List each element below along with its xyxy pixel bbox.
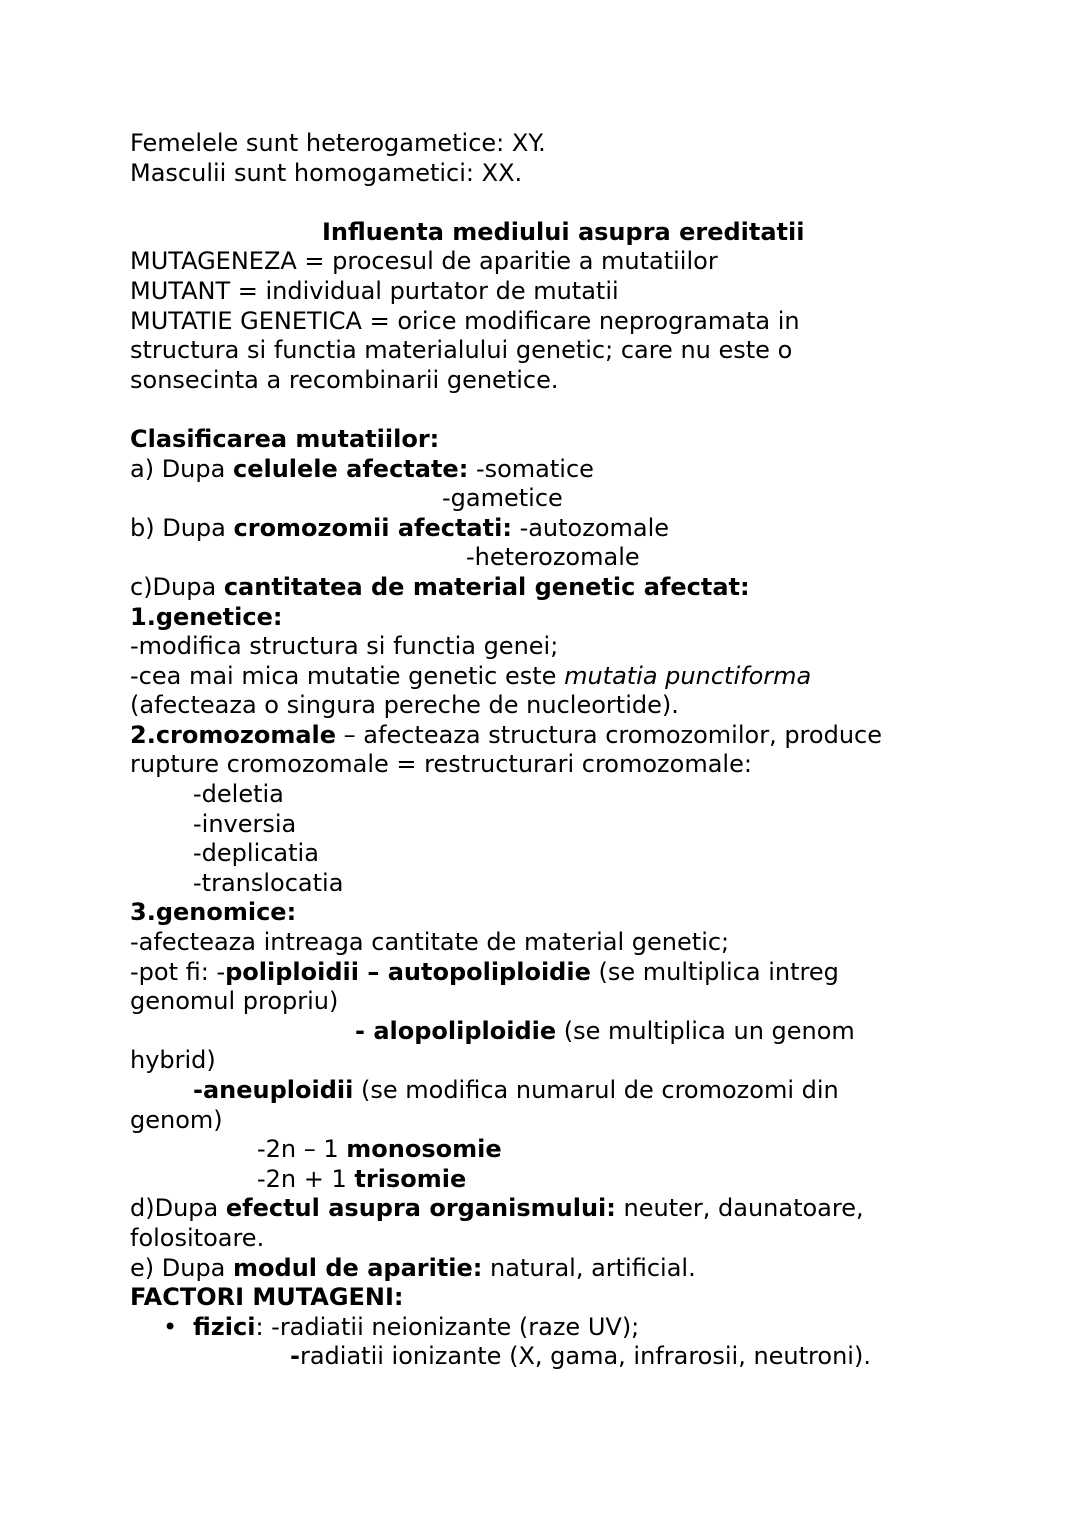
text-run: -pot fi: - <box>130 957 226 986</box>
text-line <box>130 1076 990 1106</box>
text-line <box>130 1194 990 1224</box>
text-run: (se modifica numarul de cromozomi din <box>353 1076 839 1104</box>
bold-text: efectul asupra organismului: <box>225 1194 616 1223</box>
text-run: MUTAGENEZA = procesul de aparitie a mutatiilor <box>130 247 718 276</box>
text-line <box>130 1224 990 1254</box>
text-run: genom) <box>130 1105 223 1134</box>
text-line <box>130 750 990 780</box>
bold-text: monosomie <box>346 1135 502 1164</box>
text-line <box>130 869 990 899</box>
section-heading <box>130 1283 990 1313</box>
bold-text: cantitatea de material genetic afectat: <box>223 572 750 601</box>
text-line <box>130 987 990 1017</box>
bold-text: 1.genetice: <box>130 602 283 631</box>
item-heading <box>130 721 990 751</box>
text-run: sonsecinta a recombinarii genetice. <box>130 365 559 394</box>
section-title <box>130 218 990 248</box>
bullet-icon: • <box>163 1312 178 1341</box>
blank-line <box>130 188 990 218</box>
text-run: MUTANT = individual purtator de mutatii <box>130 276 619 305</box>
text-line <box>130 573 990 603</box>
text-run: hybrid) <box>130 1046 216 1075</box>
text-line <box>130 632 990 662</box>
text-run: radiatii ionizante (X, gama, infrarosii, neutroni). <box>299 1342 871 1371</box>
text-line <box>130 1017 990 1047</box>
text-run: -cea mai mica mutatie genetic este <box>130 661 565 690</box>
bold-text: cromozomii afectati: <box>233 513 512 542</box>
bold-text: FACTORI MUTAGENI: <box>130 1283 404 1312</box>
text-line <box>130 129 990 159</box>
bold-text: Clasificarea mutatiilor: <box>130 424 440 453</box>
text-run: Femelele sunt heterogametice: XY. <box>130 129 546 157</box>
text-run: -deplicatia <box>193 839 319 868</box>
text-run: (se multiplica intreg <box>590 957 839 986</box>
text-run: -heterozomale <box>466 543 640 572</box>
text-line <box>130 1106 990 1136</box>
text-line <box>130 1046 990 1076</box>
text-line <box>130 247 990 277</box>
text-run: rupture cromozomale = restructurari cromozomale: <box>130 750 752 779</box>
bold-text: poliploidii – autopoliploidie <box>225 957 591 986</box>
text-run: natural, artificial. <box>482 1253 696 1282</box>
text-line <box>130 1165 990 1195</box>
text-run: -somatice <box>468 454 594 483</box>
text-run: -2n + 1 <box>257 1164 355 1193</box>
bold-text: celulele afectate: <box>232 454 469 483</box>
text-run: genomul propriu) <box>130 987 339 1016</box>
bold-text: trisomie <box>354 1164 467 1193</box>
bold-text: -aneuploidii <box>193 1076 354 1104</box>
text-run: Masculii sunt homogametici: XX. <box>130 158 523 187</box>
text-run: -gametice <box>442 484 563 513</box>
text-line <box>130 159 990 189</box>
text-line <box>130 958 990 988</box>
text-line <box>130 691 990 721</box>
text-run: c)Dupa <box>130 572 224 601</box>
bold-text: fizici <box>193 1312 256 1341</box>
bold-text: modul de aparitie: <box>233 1253 483 1282</box>
item-heading <box>130 603 990 633</box>
text-line <box>130 1342 990 1372</box>
text-run: structura si functia materialului genetic; care nu este o <box>130 336 793 365</box>
text-line <box>130 366 990 396</box>
text-run: -modifica structura si functia genei; <box>130 632 559 661</box>
item-heading <box>130 898 990 928</box>
blank-line <box>130 395 990 425</box>
text-run: -translocatia <box>193 868 344 897</box>
text-run: -2n – 1 <box>257 1135 347 1164</box>
text-run: (afecteaza o singura pereche de nucleortide). <box>130 691 679 720</box>
text-run: a) Dupa <box>130 454 233 483</box>
text-line <box>130 277 990 307</box>
bold-text: 3.genomice: <box>130 898 297 927</box>
text-line <box>130 484 990 514</box>
text-run: – afecteaza structura cromozomilor, produce <box>336 720 882 749</box>
text-line <box>130 1254 990 1284</box>
text-run: MUTATIE GENETICA = orice modificare neprogramata in <box>130 306 800 335</box>
text-line <box>130 543 990 573</box>
text-run: -afecteaza intreaga cantitate de material genetic; <box>130 928 730 957</box>
text-line <box>130 1135 990 1165</box>
text-run: neuter, daunatoare, <box>615 1194 864 1223</box>
text-line <box>130 839 990 869</box>
text-run: : -radiatii neionizante (raze UV); <box>255 1312 640 1341</box>
text-run: folositoare. <box>130 1223 265 1252</box>
text-line <box>130 780 990 810</box>
text-line <box>130 336 990 366</box>
text-line <box>130 455 990 485</box>
text-run: e) Dupa <box>130 1253 234 1282</box>
bold-text: 2.cromozomale <box>130 720 337 749</box>
text-run: -deletia <box>193 780 284 809</box>
text-line <box>130 307 990 337</box>
bold-text: - alopoliploidie <box>355 1016 557 1045</box>
text-line <box>130 810 990 840</box>
text-line <box>130 662 990 692</box>
text-run: d)Dupa <box>130 1194 226 1223</box>
text-run: -autozomale <box>511 513 670 542</box>
text-line <box>130 928 990 958</box>
text-run: -inversia <box>193 809 297 838</box>
italic-text: mutatia punctiforma <box>564 661 812 690</box>
text-line <box>130 1313 990 1343</box>
text-run: (se multiplica un genom <box>556 1016 855 1045</box>
bold-text: Influenta mediului asupra ereditatii <box>322 217 805 246</box>
subsection-heading <box>130 425 990 455</box>
bold-text: - <box>290 1342 300 1371</box>
document-page <box>130 129 990 1372</box>
text-run: b) Dupa <box>130 513 234 542</box>
text-line <box>130 514 990 544</box>
